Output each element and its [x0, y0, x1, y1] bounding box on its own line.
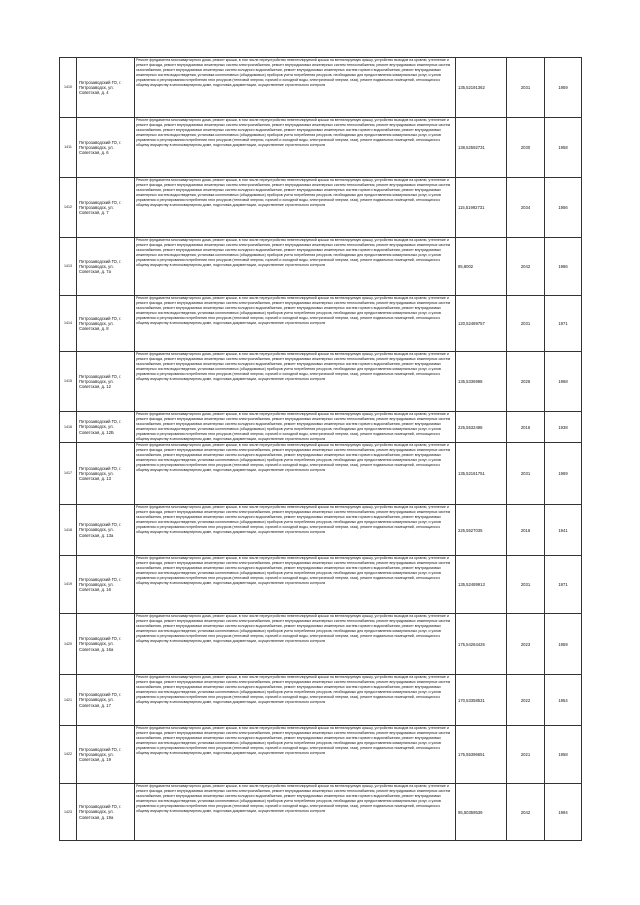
table-row — [60, 352, 582, 412]
address-cell: Петрозаводский ГО, г. Петрозаводск, ул. Советская, д. 7а — [77, 238, 135, 296]
row-number: 1421 — [60, 675, 77, 726]
address-cell: Петрозаводский ГО, г. Петрозаводск, ул. Советская, д. 17 — [77, 675, 135, 726]
planned-year-cell: 2021 — [507, 726, 545, 784]
cost-cell: 170,53358531 — [456, 675, 507, 726]
address-cell: Петрозаводский ГО, г. Петрозаводск, ул. Советская, д. 13а — [77, 505, 135, 556]
works-cell: Ремонт фундамента многоквартирного дома, ремонт крыши, в том числе переустройство невентилируемой крыши на вентилируемую крышу, устройство выходов на кровлю, утепление и ремонт фасада, ремонт внутридомовых инженерных систем электроснабжения, ремонт внутридомовых инженерных систем теплоснабжения, ремонт внутридомовых инженерных систем газоснабжения, ремонт внутридомовых инженерных систем холодного водоснабжения, ремонт внутридомовых инженерных систем горячего водоснабжения, ремонт внутридомовых инженерных систем водоотведения, установка коллективных (общедомовых) приборов учета потребления ресурсов, необходимых для предоставления коммунальных услуг, и узлов управления и регулирования потребления этих ресурсов (тепловой энергии, горячей и холодной воды, электрической энергии, газа), ремонт подвальных помещений, относящихся к общему имуществу в многоквартирном доме, подготовка документации, осуществление строительного контроля — [135, 352, 456, 412]
cost-cell: 135,5336998 — [456, 352, 507, 412]
address-cell: Петрозаводский ГО, г. Петрозаводск, ул. Советская, д. 13 — [77, 443, 135, 505]
table-row — [60, 505, 582, 556]
cost-cell: 135,52489913 — [456, 556, 507, 614]
planned-year-cell: 2022 — [507, 675, 545, 726]
works-cell: Ремонт фундамента многоквартирного дома, ремонт крыши, в том числе переустройство невентилируемой крыши на вентилируемую крышу, устройство выходов на кровлю, утепление и ремонт фасада, ремонт внутридомовых инженерных систем электроснабжения, ремонт внутридомовых инженерных систем теплоснабжения, ремонт внутридомовых инженерных систем газоснабжения, ремонт внутридомовых инженерных систем холодного водоснабжения, ремонт внутридомовых инженерных систем горячего водоснабжения, ремонт внутридомовых инженерных систем водоотведения, установка коллективных (общедомовых) приборов учета потребления ресурсов, необходимых для предоставления коммунальных услуг, и узлов управления и регулирования потребления этих ресурсов (тепловой энергии, горячей и холодной воды, электрической энергии, газа), ремонт подвальных помещений, относящихся к общему имуществу в многоквартирном доме, подготовка документации, осуществление строительного контроля — [135, 505, 456, 556]
cost-cell: 225,5532498 — [456, 412, 507, 443]
planned-year-cell: 2042 — [507, 784, 545, 841]
planned-year-cell: 2023 — [507, 614, 545, 675]
works-cell: Ремонт фундамента многоквартирного дома, ремонт крыши, в том числе переустройство невентилируемой крыши на вентилируемую крышу, устройство выходов на кровлю, утепление и ремонт фасада, ремонт внутридомовых инженерных систем электроснабжения, ремонт внутридомовых инженерных систем теплоснабжения, ремонт внутридомовых инженерных систем газоснабжения, ремонт внутридомовых инженерных систем холодного водоснабжения, ремонт внутридомовых инженерных систем горячего водоснабжения, ремонт внутридомовых инженерных систем водоотведения, установка коллективных (общедомовых) приборов учета потребления ресурсов, необходимых для предоставления коммунальных услуг, и узлов управления и регулирования потребления этих ресурсов (тепловой энергии, горячей и холодной воды, электрической энергии, газа), ремонт подвальных помещений, относящихся к общему имуществу в многоквартирном доме, подготовка документации, осуществление строительного контроля — [135, 58, 456, 118]
build-year-cell: 1986 — [545, 238, 582, 296]
build-year-cell: 1968 — [545, 352, 582, 412]
table-row — [60, 412, 582, 443]
table-row — [60, 58, 582, 118]
build-year-cell: 1959 — [545, 614, 582, 675]
cost-cell: 115,51992731 — [456, 178, 507, 238]
build-year-cell: 1956 — [545, 178, 582, 238]
row-number: 1415 — [60, 352, 77, 412]
build-year-cell: 1971 — [545, 556, 582, 614]
table-row — [60, 118, 582, 178]
table-row — [60, 784, 582, 841]
build-year-cell: 1994 — [545, 784, 582, 841]
cost-cell: 225,5527035 — [456, 505, 507, 556]
row-number: 1410 — [60, 58, 77, 118]
works-cell: Ремонт фундамента многоквартирного дома, ремонт крыши, в том числе переустройство невентилируемой крыши на вентилируемую крышу, устройство выходов на кровлю, утепление и ремонт фасада, ремонт внутридомовых инженерных систем электроснабжения, ремонт внутридомовых инженерных систем теплоснабжения, ремонт внутридомовых инженерных систем газоснабжения, ремонт внутридомовых инженерных систем холодного водоснабжения, ремонт внутридомовых инженерных систем горячего водоснабжения, ремонт внутридомовых инженерных систем водоотведения, установка коллективных (общедомовых) приборов учета потребления ресурсов, необходимых для предоставления коммунальных услуг, и узлов управления и регулирования потребления этих ресурсов (тепловой энергии, горячей и холодной воды, электрической энергии, газа), ремонт подвальных помещений, относящихся к общему имуществу в многоквартирном доме, подготовка документации, осуществление строительного контроля — [135, 675, 456, 726]
planned-year-cell: 2031 — [507, 58, 545, 118]
cost-cell: 138,52592731 — [456, 118, 507, 178]
cost-cell: 120,52489757 — [456, 296, 507, 352]
address-cell: Петрозаводский ГО, г. Петрозаводск, ул. Советская, д. 16 — [77, 556, 135, 614]
works-cell: Ремонт фундамента многоквартирного дома, ремонт крыши, в том числе переустройство невентилируемой крыши на вентилируемую крышу, устройство выходов на кровлю, утепление и ремонт фасада, ремонт внутридомовых инженерных систем электроснабжения, ремонт внутридомовых инженерных систем теплоснабжения, ремонт внутридомовых инженерных систем газоснабжения, ремонт внутридомовых инженерных систем холодного водоснабжения, ремонт внутридомовых инженерных систем горячего водоснабжения, ремонт внутридомовых инженерных систем водоотведения, установка коллективных (общедомовых) приборов учета потребления ресурсов, необходимых для предоставления коммунальных услуг, и узлов управления и регулирования потребления этих ресурсов (тепловой энергии, горячей и холодной воды, электрической энергии, газа), ремонт подвальных помещений, относящихся к общему имуществу в многоквартирном доме, подготовка документации, осуществление строительного контроля — [135, 614, 456, 675]
cost-cell: 95,50359539 — [456, 784, 507, 841]
table-row — [60, 178, 582, 238]
address-cell: Петрозаводский ГО, г. Петрозаводск, ул. Советская, д. 12 — [77, 352, 135, 412]
build-year-cell: 1971 — [545, 296, 582, 352]
planned-year-cell: 2031 — [507, 296, 545, 352]
row-number: 1418 — [60, 505, 77, 556]
table-row — [60, 614, 582, 675]
row-number: 1416 — [60, 412, 77, 443]
address-cell: Петрозаводский ГО, г. Петрозаводск, ул. Советская, д. 19а — [77, 784, 135, 841]
address-cell: Петрозаводский ГО, г. Петрозаводск, ул. Советская, д. 7 — [77, 178, 135, 238]
build-year-cell: 1938 — [545, 412, 582, 443]
row-number: 1414 — [60, 296, 77, 352]
cost-cell: 135,52191362 — [456, 58, 507, 118]
works-cell: Ремонт фундамента многоквартирного дома, ремонт крыши, в том числе переустройство невентилируемой крыши на вентилируемую крышу, устройство выходов на кровлю, утепление и ремонт фасада, ремонт внутридомовых инженерных систем электроснабжения, ремонт внутридомовых инженерных систем теплоснабжения, ремонт внутридомовых инженерных систем газоснабжения, ремонт внутридомовых инженерных систем холодного водоснабжения, ремонт внутридомовых инженерных систем горячего водоснабжения, ремонт внутридомовых инженерных систем водоотведения, установка коллективных (общедомовых) приборов учета потребления ресурсов, необходимых для предоставления коммунальных услуг, и узлов управления и регулирования потребления этих ресурсов (тепловой энергии, горячей и холодной воды, электрической энергии, газа), ремонт подвальных помещений, относящихся к общему имуществу в многоквартирном доме, подготовка документации, осуществление строительного контроля — [135, 118, 456, 178]
build-year-cell: 1941 — [545, 505, 582, 556]
address-cell: Петрозаводский ГО, г. Петрозаводск, ул. Советская, д. 12Б — [77, 412, 135, 443]
cost-cell: 95,8002 — [456, 238, 507, 296]
table-row — [60, 726, 582, 784]
works-cell: Ремонт фундамента многоквартирного дома, ремонт крыши, в том числе переустройство невентилируемой крыши на вентилируемую крышу, устройство выходов на кровлю, утепление и ремонт фасада, ремонт внутридомовых инженерных систем электроснабжения, ремонт внутридомовых инженерных систем теплоснабжения, ремонт внутридомовых инженерных систем газоснабжения, ремонт внутридомовых инженерных систем холодного водоснабжения, ремонт внутридомовых инженерных систем горячего водоснабжения, ремонт внутридомовых инженерных систем водоотведения, установка коллективных (общедомовых) приборов учета потребления ресурсов, необходимых для предоставления коммунальных услуг, и узлов управления и регулирования потребления этих ресурсов (тепловой энергии, горячей и холодной воды, электрической энергии, газа), ремонт подвальных помещений, относящихся к общему имуществу в многоквартирном доме, подготовка документации, осуществление строительного контроля — [135, 296, 456, 352]
planned-year-cell: 2031 — [507, 556, 545, 614]
table-row — [60, 556, 582, 614]
planned-year-cell: 2034 — [507, 178, 545, 238]
address-cell: Петрозаводский ГО, г. Петрозаводск, ул. Советская, д. 6 — [77, 118, 135, 178]
cost-cell: 135,52161751 — [456, 443, 507, 505]
table-row — [60, 443, 582, 505]
works-cell: Ремонт фундамента многоквартирного дома, ремонт крыши, в том числе переустройство невентилируемой крыши на вентилируемую крышу, устройство выходов на кровлю, утепление и ремонт фасада, ремонт внутридомовых инженерных систем электроснабжения, ремонт внутридомовых инженерных систем теплоснабжения, ремонт внутридомовых инженерных систем газоснабжения, ремонт внутридомовых инженерных систем холодного водоснабжения, ремонт внутридомовых инженерных систем горячего водоснабжения, ремонт внутридомовых инженерных систем водоотведения, установка коллективных (общедомовых) приборов учета потребления ресурсов, необходимых для предоставления коммунальных услуг, и узлов управления и регулирования потребления этих ресурсов (тепловой энергии, горячей и холодной воды, электрической энергии, газа), ремонт подвальных помещений, относящихся к общему имуществу в многоквартирном доме, подготовка документации, осуществление строительного контроля — [135, 784, 456, 841]
works-cell: Ремонт фундамента многоквартирного дома, ремонт крыши, в том числе переустройство невентилируемой крыши на вентилируемую крышу, устройство выходов на кровлю, утепление и ремонт фасада, ремонт внутридомовых инженерных систем электроснабжения, ремонт внутридомовых инженерных систем теплоснабжения, ремонт внутридомовых инженерных систем газоснабжения, ремонт внутридомовых инженерных систем холодного водоснабжения, ремонт внутридомовых инженерных систем горячего водоснабжения, ремонт внутридомовых инженерных систем водоотведения, установка коллективных (общедомовых) приборов учета потребления ресурсов, необходимых для предоставления коммунальных услуг, и узлов управления и регулирования потребления этих ресурсов (тепловой энергии, горячей и холодной воды, электрической энергии, газа), ремонт подвальных помещений, относящихся к общему имуществу в многоквартирном доме, подготовка документации, осуществление строительного контроля — [135, 556, 456, 614]
planned-year-cell: 2030 — [507, 118, 545, 178]
build-year-cell: 1969 — [545, 443, 582, 505]
row-number: 1422 — [60, 726, 77, 784]
address-cell: Петрозаводский ГО, г. Петрозаводск, ул. Советская, д. 8 — [77, 296, 135, 352]
cost-cell: 175,55396651 — [456, 726, 507, 784]
row-number: 1419 — [60, 556, 77, 614]
row-number: 1412 — [60, 178, 77, 238]
row-number: 1420 — [60, 614, 77, 675]
build-year-cell: 1959 — [545, 58, 582, 118]
capital-repair-table — [59, 57, 582, 841]
planned-year-cell: 2016 — [507, 412, 545, 443]
works-cell: Ремонт фундамента многоквартирного дома, ремонт крыши, в том числе переустройство невентилируемой крыши на вентилируемую крышу, устройство выходов на кровлю, утепление и ремонт фасада, ремонт внутридомовых инженерных систем электроснабжения, ремонт внутридомовых инженерных систем теплоснабжения, ремонт внутридомовых инженерных систем газоснабжения, ремонт внутридомовых инженерных систем холодного водоснабжения, ремонт внутридомовых инженерных систем горячего водоснабжения, ремонт внутридомовых инженерных систем водоотведения, установка коллективных (общедомовых) приборов учета потребления ресурсов, необходимых для предоставления коммунальных услуг, и узлов управления и регулирования потребления этих ресурсов (тепловой энергии, горячей и холодной воды, электрической энергии, газа), ремонт подвальных помещений, относящихся к общему имуществу в многоквартирном доме, подготовка документации, осуществление строительного контроля — [135, 726, 456, 784]
table-row — [60, 296, 582, 352]
row-number: 1413 — [60, 238, 77, 296]
works-cell: Ремонт фундамента многоквартирного дома, ремонт крыши, в том числе переустройство невентилируемой крыши на вентилируемую крышу, устройство выходов на кровлю, утепление и ремонт фасада, ремонт внутридомовых инженерных систем электроснабжения, ремонт внутридомовых инженерных систем теплоснабжения, ремонт внутридомовых инженерных систем газоснабжения, ремонт внутридомовых инженерных систем холодного водоснабжения, ремонт внутридомовых инженерных систем горячего водоснабжения, ремонт внутридомовых инженерных систем водоотведения, установка коллективных (общедомовых) приборов учета потребления ресурсов, необходимых для предоставления коммунальных услуг, и узлов управления и регулирования потребления этих ресурсов (тепловой энергии, горячей и холодной воды, электрической энергии, газа), ремонт подвальных помещений, относящихся к общему имуществу в многоквартирном доме, подготовка документации, осуществление строительного контроля — [135, 412, 456, 443]
table-row — [60, 675, 582, 726]
planned-year-cell: 2026 — [507, 352, 545, 412]
address-cell: Петрозаводский ГО, г. Петрозаводск, ул. Советская, д. 19 — [77, 726, 135, 784]
row-number: 1411 — [60, 118, 77, 178]
works-cell: Ремонт фундамента многоквартирного дома, ремонт крыши, в том числе переустройство невентилируемой крыши на вентилируемую крышу, устройство выходов на кровлю, утепление и ремонт фасада, ремонт внутридомовых инженерных систем электроснабжения, ремонт внутридомовых инженерных систем теплоснабжения, ремонт внутридомовых инженерных систем газоснабжения, ремонт внутридомовых инженерных систем холодного водоснабжения, ремонт внутридомовых инженерных систем горячего водоснабжения, ремонт внутридомовых инженерных систем водоотведения, установка коллективных (общедомовых) приборов учета потребления ресурсов, необходимых для предоставления коммунальных услуг, и узлов управления и регулирования потребления этих ресурсов (тепловой энергии, горячей и холодной воды, электрической энергии, газа), ремонт подвальных помещений, относящихся к общему имуществу в многоквартирном доме, подготовка документации, осуществление строительного контроля — [135, 178, 456, 238]
build-year-cell: 1958 — [545, 726, 582, 784]
table-body — [60, 58, 582, 841]
table-row — [60, 238, 582, 296]
planned-year-cell: 2031 — [507, 443, 545, 505]
cost-cell: 175,54264426 — [456, 614, 507, 675]
works-cell: Ремонт фундамента многоквартирного дома, ремонт крыши, в том числе переустройство невентилируемой крыши на вентилируемую крышу, устройство выходов на кровлю, утепление и ремонт фасада, ремонт внутридомовых инженерных систем электроснабжения, ремонт внутридомовых инженерных систем теплоснабжения, ремонт внутридомовых инженерных систем газоснабжения, ремонт внутридомовых инженерных систем холодного водоснабжения, ремонт внутридомовых инженерных систем горячего водоснабжения, ремонт внутридомовых инженерных систем водоотведения, установка коллективных (общедомовых) приборов учета потребления ресурсов, необходимых для предоставления коммунальных услуг, и узлов управления и регулирования потребления этих ресурсов (тепловой энергии, горячей и холодной воды, электрической энергии, газа), ремонт подвальных помещений, относящихся к общему имуществу в многоквартирном доме, подготовка документации, осуществление строительного контроля — [135, 238, 456, 296]
address-cell: Петрозаводский ГО, г. Петрозаводск, ул. Советская, д. 4 — [77, 58, 135, 118]
planned-year-cell: 2016 — [507, 505, 545, 556]
row-number: 1417 — [60, 443, 77, 505]
address-cell: Петрозаводский ГО, г. Петрозаводск, ул. Советская, д. 16а — [77, 614, 135, 675]
row-number: 1423 — [60, 784, 77, 841]
planned-year-cell: 2042 — [507, 238, 545, 296]
build-year-cell: 1958 — [545, 118, 582, 178]
works-cell: Ремонт фундамента многоквартирного дома, ремонт крыши, в том числе переустройство невентилируемой крыши на вентилируемую крышу, устройство выходов на кровлю, утепление и ремонт фасада, ремонт внутридомовых инженерных систем электроснабжения, ремонт внутридомовых инженерных систем теплоснабжения, ремонт внутридомовых инженерных систем газоснабжения, ремонт внутридомовых инженерных систем холодного водоснабжения, ремонт внутридомовых инженерных систем горячего водоснабжения, ремонт внутридомовых инженерных систем водоотведения, установка коллективных (общедомовых) приборов учета потребления ресурсов, необходимых для предоставления коммунальных услуг, и узлов управления и регулирования потребления этих ресурсов (тепловой энергии, горячей и холодной воды, электрической энергии, газа), ремонт подвальных помещений, относящихся к общему имуществу в многоквартирном доме, подготовка документации, осуществление строительного контроля — [135, 443, 456, 505]
build-year-cell: 1954 — [545, 675, 582, 726]
